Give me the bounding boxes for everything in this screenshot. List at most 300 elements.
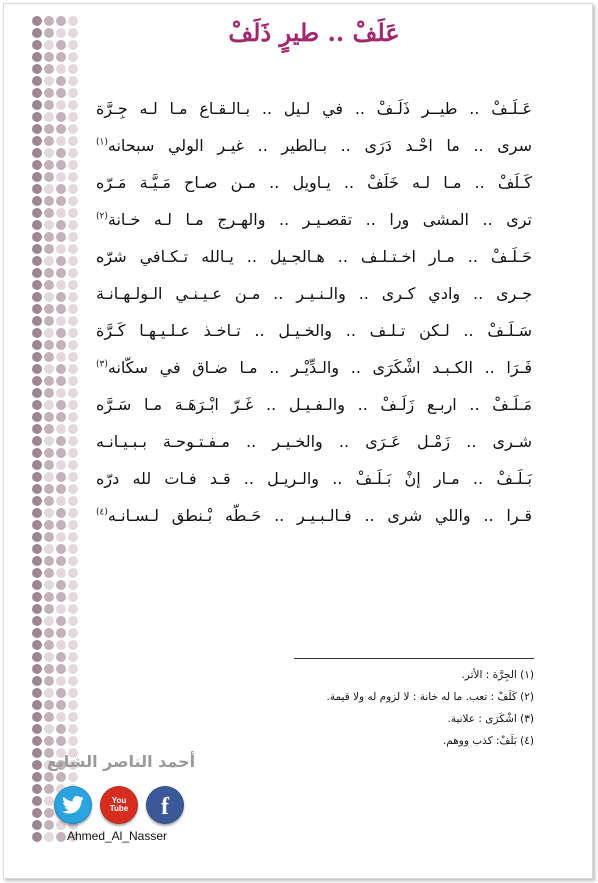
decorative-dot [32,76,42,86]
decorative-dot [44,172,54,182]
decorative-dot [68,652,78,662]
decorative-dot [32,232,42,242]
decorative-dot [56,376,66,386]
decorative-dot [56,556,66,566]
decorative-dot [56,640,66,650]
decorative-dot [32,784,42,794]
decorative-dot [56,616,66,626]
decorative-dot [44,388,54,398]
decorative-dot [56,520,66,530]
decorative-dot [68,496,78,506]
decorative-dot [32,316,42,326]
decorative-dot [32,220,42,230]
decorative-dot [68,124,78,134]
decorative-dot [44,592,54,602]
decorative-dot [32,496,42,506]
decorative-dot [68,88,78,98]
decorative-dot [44,700,54,710]
decorative-dot [68,160,78,170]
decorative-dot [32,256,42,266]
verse-line [96,460,532,497]
decorative-dot [44,28,54,38]
decorative-dot [44,676,54,686]
decorative-dot [68,352,78,362]
decorative-dot [44,532,54,542]
decorative-dot [44,796,54,806]
social-handle: Ahmed_Al_Nasser [66,829,168,843]
decorative-dot [44,424,54,434]
decorative-dot [44,400,54,410]
decorative-dot [56,628,66,638]
decorative-dot [32,724,42,734]
decorative-dot [68,640,78,650]
decorative-dot [44,244,54,254]
verse-footnote-marker: (٤) [96,507,108,518]
decorative-dot [44,208,54,218]
decorative-dot [68,412,78,422]
decorative-dot [68,52,78,62]
poem-page [3,3,593,879]
decorative-dot [44,100,54,110]
decorative-dot [68,436,78,446]
poem-verses [96,90,532,534]
decorative-dot [44,52,54,62]
decorative-dot [32,712,42,722]
decorative-dot [68,172,78,182]
footnote-item: (١) الجِرَّة : الأثر. [461,669,534,681]
decorative-dot [32,244,42,254]
poem-title: عَلَفْ .. طيرٍ ذَلَفْ [228,18,400,47]
decorative-dot [56,568,66,578]
decorative-dot [44,88,54,98]
decorative-dot [56,52,66,62]
decorative-dot [68,112,78,122]
decorative-dot [56,688,66,698]
verse-text: بَـلَـفْ .. مـار إنْ بَـلَـفْ .. والـريـل .. قـد فـات لله درّه [96,469,532,488]
verse-text: عَـلَـفْ .. طيــر ذَلَـفْ .. في لـيل .. بـالـقـاع مـا لـه جِـرَّة [96,99,532,118]
decorative-dot [68,628,78,638]
decorative-dot [32,160,42,170]
verse-line [96,386,532,423]
decorative-dot [56,256,66,266]
decorative-dot [68,136,78,146]
decorative-dot [56,16,66,26]
decorative-dot [44,280,54,290]
decorative-dot [68,40,78,50]
decorative-dot [44,784,54,794]
decorative-dot [44,112,54,122]
decorative-dot [32,760,42,770]
decorative-dot [32,808,42,818]
decorative-dot [32,100,42,110]
decorative-dot [68,592,78,602]
decorative-dot [32,688,42,698]
decorative-dot [68,484,78,494]
footnotes-list [294,664,534,752]
facebook-button[interactable] [146,786,184,824]
decorative-dot [56,652,66,662]
decorative-dot [44,160,54,170]
decorative-dot [32,52,42,62]
verse-footnote-marker: (١) [96,137,108,148]
decorative-dot [68,400,78,410]
footnote-item: (٢) كَلَفْ : تعب. ما له خانة : لا لزوم له ولا قيمة. [326,691,534,703]
decorative-dot [44,808,54,818]
decorative-dot [32,16,42,26]
decorative-dot [68,700,78,710]
decorative-dot [44,364,54,374]
decorative-dot [68,232,78,242]
decorative-dot [32,748,42,758]
verse-text: سرى .. ما احْـد دَرَى .. بـالطير .. غيـر الولي سبحانه [107,136,532,155]
decorative-dot [32,148,42,158]
decorative-dot [32,628,42,638]
decorative-dot [44,352,54,362]
decorative-dot [32,508,42,518]
decorative-dot [56,664,66,674]
decorative-dot [68,16,78,26]
decorative-dot [44,256,54,266]
decorative-dot [56,712,66,722]
decorative-dot [56,352,66,362]
decorative-dot [32,364,42,374]
decorative-dot [68,184,78,194]
decorative-dot-column [32,16,80,846]
decorative-dot [56,472,66,482]
decorative-dot [44,304,54,314]
decorative-dot [56,76,66,86]
decorative-dot [32,136,42,146]
decorative-dot [56,496,66,506]
verse-line [96,90,532,127]
decorative-dot [32,376,42,386]
decorative-dot [56,436,66,446]
verse-line [96,164,532,201]
decorative-dot [56,604,66,614]
decorative-dot [68,388,78,398]
decorative-dot [44,772,54,782]
footnote-item: (٤) بَلَفْ: كذب ووهم. [442,735,534,747]
decorative-dot [68,196,78,206]
decorative-dot [56,280,66,290]
decorative-dot [44,544,54,554]
decorative-dot [44,568,54,578]
decorative-dot [68,568,78,578]
decorative-dot [56,388,66,398]
decorative-dot [56,196,66,206]
decorative-dot [56,124,66,134]
decorative-dot [44,124,54,134]
decorative-dot [44,460,54,470]
decorative-dot [56,148,66,158]
decorative-dot [44,76,54,86]
decorative-dot [68,280,78,290]
decorative-dot [68,580,78,590]
verse-text: قـرا .. واللي شرى .. فـالـبـيـر .. حَـطّه بْـنطق لـسـانـه [107,506,532,525]
decorative-dot [68,616,78,626]
decorative-dot [32,304,42,314]
decorative-dot [32,124,42,134]
decorative-dot [44,328,54,338]
decorative-dot [44,148,54,158]
decorative-dot [32,196,42,206]
decorative-dot [44,412,54,422]
verse-footnote-marker: (٢) [96,211,108,222]
decorative-dot [44,520,54,530]
verse-line [96,275,532,312]
decorative-dot [68,64,78,74]
decorative-dot [68,736,78,746]
decorative-dot [68,328,78,338]
decorative-dot [44,448,54,458]
decorative-dot [68,148,78,158]
decorative-dot [32,664,42,674]
decorative-dot [44,652,54,662]
decorative-dot [56,340,66,350]
verse-footnote-marker: (٣) [96,359,108,370]
decorative-dot [32,352,42,362]
youtube-label-tube: Tube [109,804,129,813]
decorative-dot [56,412,66,422]
decorative-dot [32,436,42,446]
decorative-dot [44,436,54,446]
social-links [54,786,184,824]
verse-text: كَـلَفْ .. مـا لـه خَلَفْ .. يـاويل .. مـن صـاح مَـيَّـة مَـرّه [96,173,532,192]
decorative-dot [68,100,78,110]
decorative-dot [68,244,78,254]
decorative-dot [68,364,78,374]
decorative-dot [32,268,42,278]
decorative-dot [68,424,78,434]
decorative-dot [56,172,66,182]
decorative-dot [44,664,54,674]
verse-text: فَـرَا .. الكـبـد اشْكَرَى .. والـدِّيْـر .. مـا ضـاق في سكّانه [107,358,532,377]
decorative-dot [56,244,66,254]
verse-text: مَـلَـفْ .. اربـع زَلَـفْ .. والـفـيـل .. غَـرّ ابْـرَهَـة مـا سَـرَّه [96,395,532,414]
decorative-dot [68,724,78,734]
decorative-dot [32,796,42,806]
decorative-dot [32,580,42,590]
decorative-dot [68,292,78,302]
youtube-button[interactable] [100,786,138,824]
decorative-dot [56,592,66,602]
decorative-dot [44,580,54,590]
decorative-dot [56,676,66,686]
decorative-dot [56,304,66,314]
verse-text: ترى .. المشى ورا .. تقصـيـر .. والهـرج مـا لـه خـانة [107,210,532,229]
decorative-dot [68,520,78,530]
decorative-dot [32,280,42,290]
decorative-dot [32,520,42,530]
decorative-dot [44,628,54,638]
facebook-icon: f [161,793,169,820]
decorative-dot [56,160,66,170]
decorative-dot [68,772,78,782]
twitter-bird-icon [62,796,84,814]
decorative-dot [44,496,54,506]
decorative-dot [44,508,54,518]
decorative-dot [32,388,42,398]
verse-text: شـرى .. زَمْـل عَـرَى .. والخـيـر .. مـفـتـوحـة بـبـيـانـه [96,432,532,451]
decorative-dot [56,28,66,38]
decorative-dot [32,532,42,542]
decorative-dot [56,724,66,734]
decorative-dot [68,316,78,326]
author-name: أحمد الناصر الشايع [46,752,196,771]
decorative-dot [56,508,66,518]
decorative-dot [44,184,54,194]
verse-line [96,238,532,275]
decorative-dot [56,208,66,218]
decorative-dot [68,712,78,722]
decorative-dot [32,208,42,218]
decorative-dot [68,508,78,518]
decorative-dot [56,112,66,122]
decorative-dot [44,136,54,146]
decorative-dot [56,484,66,494]
decorative-dot [68,676,78,686]
decorative-dot [56,532,66,542]
decorative-dot [32,472,42,482]
decorative-dot [68,448,78,458]
decorative-dot [32,592,42,602]
decorative-dot [44,292,54,302]
decorative-dot [56,100,66,110]
decorative-dot [56,580,66,590]
decorative-dot [56,448,66,458]
decorative-dot [68,340,78,350]
youtube-label-you: You [111,796,127,805]
decorative-dot [44,220,54,230]
decorative-dot [56,268,66,278]
decorative-dot [56,364,66,374]
decorative-dot [32,400,42,410]
decorative-dot [56,184,66,194]
decorative-dot [32,88,42,98]
decorative-dot [32,772,42,782]
decorative-dot [44,484,54,494]
decorative-dot [44,724,54,734]
decorative-dot [56,292,66,302]
decorative-dot [44,40,54,50]
decorative-dot [68,208,78,218]
decorative-dot [68,460,78,470]
decorative-dot [68,532,78,542]
decorative-dot [44,316,54,326]
decorative-dot [56,700,66,710]
decorative-dot [56,220,66,230]
decorative-dot [68,604,78,614]
decorative-dot [32,460,42,470]
decorative-dot [68,256,78,266]
decorative-dot [56,232,66,242]
decorative-dot [56,64,66,74]
verse-line [96,127,532,164]
decorative-dot [44,232,54,242]
verse-text: سَـلَـفْ .. لـكن تـلـف .. والخـيـل .. تـاخـذ عـلـيـهـا كَـرَّة [96,321,532,340]
decorative-dot [44,712,54,722]
decorative-dot [32,544,42,554]
verse-line [96,201,532,238]
decorative-dot [68,544,78,554]
decorative-dot [32,328,42,338]
decorative-dot [44,268,54,278]
decorative-dot [56,544,66,554]
decorative-dot [68,664,78,674]
decorative-dot [32,556,42,566]
decorative-dot [56,136,66,146]
decorative-dot [56,400,66,410]
decorative-dot [56,460,66,470]
decorative-dot [56,88,66,98]
decorative-dot [32,820,42,830]
decorative-dot [32,292,42,302]
decorative-dot [44,196,54,206]
decorative-dot [68,28,78,38]
decorative-dot [32,448,42,458]
youtube-icon [110,797,129,813]
decorative-dot [32,40,42,50]
decorative-dot [68,220,78,230]
decorative-dot [32,424,42,434]
decorative-dot [44,616,54,626]
decorative-dot [44,688,54,698]
verse-line [96,423,532,460]
footnote-divider [294,658,534,659]
decorative-dot [44,556,54,566]
decorative-dot [56,772,66,782]
decorative-dot [32,640,42,650]
decorative-dot [32,340,42,350]
verse-line [96,349,532,386]
decorative-dot [32,484,42,494]
decorative-dot [32,412,42,422]
decorative-dot [32,184,42,194]
decorative-dot [32,112,42,122]
decorative-dot [32,28,42,38]
decorative-dot [68,472,78,482]
decorative-dot [32,832,42,842]
decorative-dot [56,316,66,326]
decorative-dot [32,568,42,578]
twitter-button[interactable] [54,786,92,824]
decorative-dot [44,604,54,614]
decorative-dot [44,376,54,386]
decorative-dot [68,304,78,314]
verse-text: جـرى .. وادي كـرى .. والـنـيـر .. مـن عـيـنـي الـولـهـانـة [96,284,532,303]
decorative-dot [44,736,54,746]
decorative-dot [32,736,42,746]
verse-text: حَـلَـفْ .. مـار اخـتـلـف .. هـالجـيل .. يـالله تـكـافي شرّه [96,247,532,266]
decorative-dot [32,604,42,614]
decorative-dot [68,76,78,86]
decorative-dot [32,172,42,182]
verse-line [96,497,532,534]
decorative-dot [32,64,42,74]
decorative-dot [32,700,42,710]
verse-line [96,312,532,349]
decorative-dot [44,64,54,74]
footnote-item: (٣) اشْكَرَى : علانية. [447,713,534,725]
decorative-dot [56,424,66,434]
decorative-dot [32,652,42,662]
decorative-dot [44,472,54,482]
decorative-dot [44,340,54,350]
decorative-dot [56,40,66,50]
decorative-dot [68,268,78,278]
decorative-dot [68,688,78,698]
decorative-dot [32,616,42,626]
